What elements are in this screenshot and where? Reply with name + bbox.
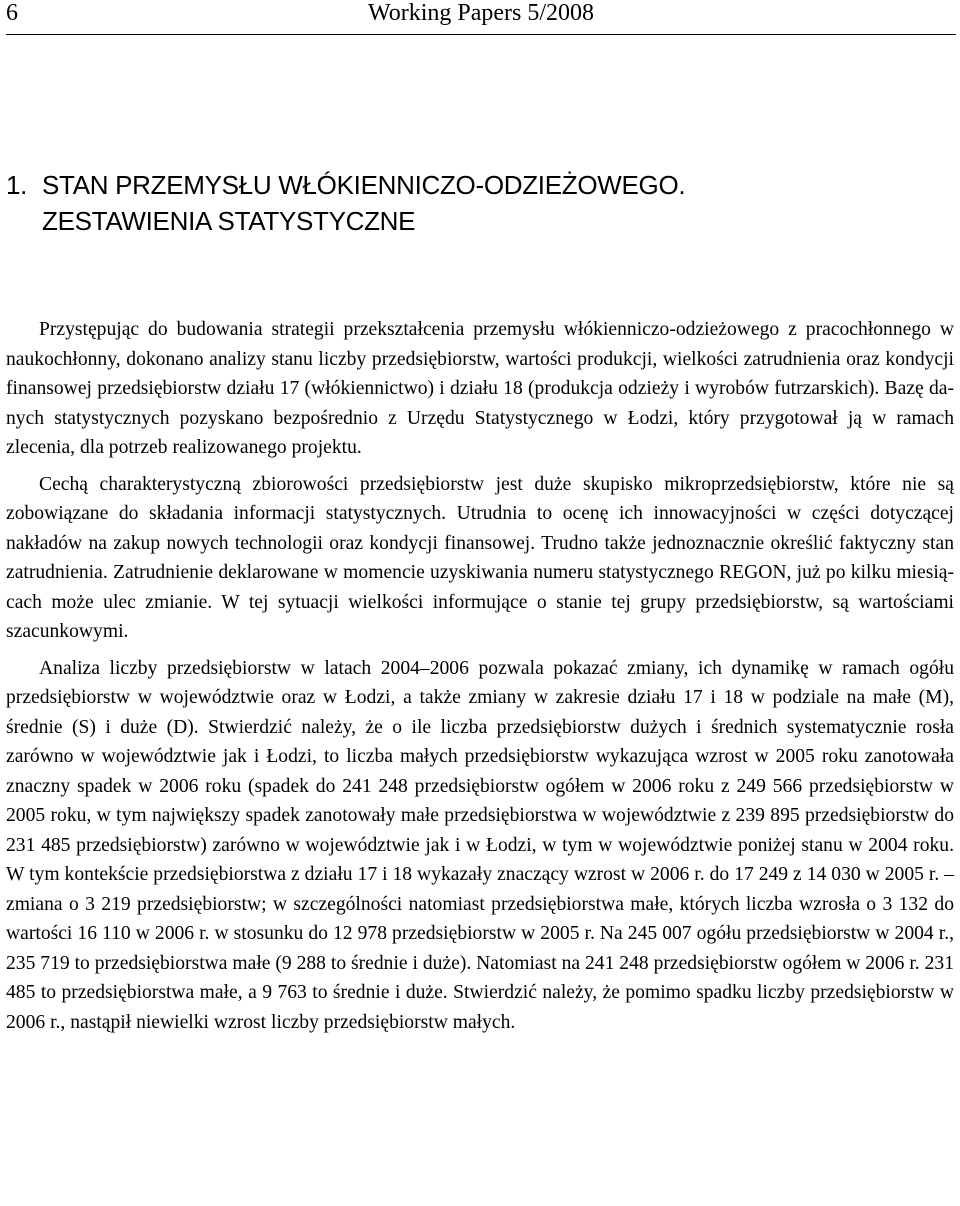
running-header [6,0,956,35]
page-number: 6 [6,0,18,26]
running-title: Working Papers 5/2008 [367,0,595,26]
paragraph-2: Cechą charakterystyczną zbiorowości przedsiębiorstw jest duże skupisko mikroprzedsiębiorstw, które nie są zobowiązane do składania informacji statystycznych. Utrudnia to ocenę ich innowacyjności w części dotyczącej nakładów na zakup nowych technologii oraz kondycji finansowej. Trudno także jednoznacznie określić faktyczny stan zatrudnienia. Zatrudnienie deklarowane w momencie uzyskiwania numeru statystycznego REGON, już po kilku miesiącach może ulec zmianie. W tej sytuacji wielkości informujące o stanie tej grupy przedsiębiorstw, są wartościami szacunkowymi. [6,473,954,642]
body-text [6,315,954,1044]
section-heading [6,167,946,239]
section-title-line-2: ZESTAWIENIA STATYSTYCZNE [42,206,416,236]
paragraph-1: Przystępując do budowania strategii przekształcenia przemysłu włókienniczo-odzieżowego z pracochłonnego w naukochłonny, dokonano analizy stanu liczby przedsiębiorstw, wartości produkcji, wielkości zatrudnienia oraz kondycji finansowej przedsiębiorstw działu 17 (włókiennictwo) i działu 18 (produkcja odzieży i wyrobów futrzarskich). Bazę danych statystycznych pozyskano bezpośrednio z Urzędu Statystycznego w Łodzi, który przygotował ją w ramach zlecenia, dla potrzeb realizowanego projektu. [6,319,954,458]
section-number: 1. [6,170,28,200]
paragraph-3: Analiza liczby przedsiębiorstw w latach 2004–2006 pozwala pokazać zmiany, ich dynamikę w ramach ogółu przedsiębiorstw w województwie oraz w Łodzi, a także zmiany w zakresie działu 17 i 18 w podziale na małe (M), średnie (S) i duże (D). Stwierdzić należy, że o ile liczba przedsiębiorstw dużych i średnich systematycznie rosła zarówno w województwie jak i Łodzi, to liczba małych przedsiębiorstw wykazująca wzrost w 2005 roku zanotowała znaczny spadek w 2006 roku (spadek do 241 248 przedsiębiorstw ogółem w 2006 roku z 249 566 przedsiębiorstw w 2005 roku, w tym największy spadek zanotowały małe przedsiębiorstwa w województwie z 239 895 przedsiębiorstw do 231 485 przedsiębiorstw) zarówno w województwie jak i w Łodzi, w tym w województwie poniżej stanu w 2004 roku. W tym kontekście przedsiębiorstwa z działu 17 i 18 wykazały znaczący wzrost w 2006 r. do 17 249 z 14 030 w 2005 r. – zmiana o 3 219 przedsiębiorstw; w szczególności natomiast przedsiębiorstwa małe, których liczba wzrosła o 3 132 do wartości 16 110 w 2006 r. w stosunku do 12 978 przedsiębiorstw w 2005 r. Na 245 007 ogółu przedsiębiorstw w 2004 r., 235 719 to przedsiębiorstwa małe (9 288 to średnie i duże). Natomiast na 241 248 przedsiębiorstw ogółem w 2006 r. 231 485 to przedsiębiorstwa małe, a 9 763 to średnie i duże. Stwierdzić należy, że pomimo spadku liczby przedsiębiorstw w 2006 r., nastąpił niewielki wzrost liczby przedsiębiorstw małych. [6,657,954,1033]
section-title-line-1: STAN PRZEMYSŁU WŁÓKIENNICZO-ODZIEŻOWEGO. [42,170,686,200]
